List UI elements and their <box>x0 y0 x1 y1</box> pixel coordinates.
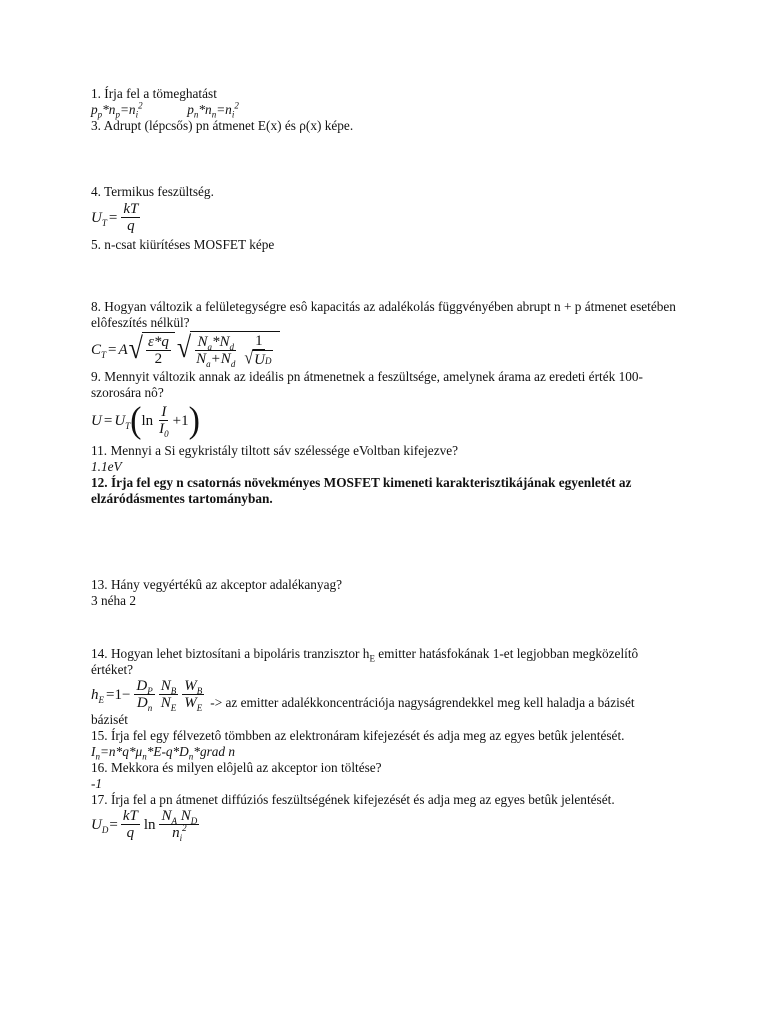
mass-action-p-side: $p_p*n_p=n_i^2$ <box>91 100 143 120</box>
emitter-efficiency-formula: $h_E$ =1− $\frac{D_P}{D_n}$ $\frac{N_B}{N_E}$ $\frac{W_B}{W_E}$ -> az emitter adalékkoncentrációja nagyságrendekkel meg kell haladja a bázisét <box>91 678 635 713</box>
question-3-title: 3. Adrupt (lépcsős) pn átmenet E(x) és ρ(x) képe. <box>91 118 354 133</box>
question-1-equations <box>91 102 691 118</box>
formula-eq: = <box>108 210 118 226</box>
formula-lhs: $C_T$ <box>91 342 107 360</box>
formula-eq: = <box>108 342 117 358</box>
question-16-title: 16. Mekkora és milyen elôjelû az akceptor ion töltése? <box>91 760 382 775</box>
mass-action-n-side: $p_n*n_n=n_i^2$ <box>187 100 239 120</box>
question-13-answer: 3 néha 2 <box>91 593 137 608</box>
fraction-denominator: q <box>127 218 135 234</box>
question-14-answer: -> az emitter adalékkoncentrációja nagyságrendekkel meg kell haladja a bázisét <box>210 695 635 710</box>
sqrt-doping-ratio: √ $\frac{N_a*N_d}{N_a+N_d}$ 1 √ U D <box>177 331 281 369</box>
question-14-title: 14. Hogyan lehet biztosítani a bipoláris tranzisztor $h_E$ emitter hatásfokának 1-et legjobban megközelítô értéket? <box>91 646 639 677</box>
question-14-answer-cont: bázisét <box>91 712 128 727</box>
thermal-voltage-formula <box>91 201 691 235</box>
question-5-title: 5. n-csat kiürítéses MOSFET képe <box>91 237 275 252</box>
document-page <box>91 86 691 842</box>
question-15-answer: $I_n=n*q*\mu_n*E-q*D_n*grad$ n <box>91 744 236 762</box>
question-8-title: 8. Hogyan változik a felületegységre esô kapacitás az adalékolás függvényében abrupt n + p átmenet esetében elôfeszítés nélkül? <box>91 299 676 330</box>
capacitance-formula <box>91 331 691 369</box>
formula-lhs: $U_T$ <box>91 210 107 228</box>
question-12-title: 12. Írja fel egy n csatornás növekményes MOSFET kimeneti karakterisztikájának egyenletét az elzáródásmentes tartományban. <box>91 475 632 506</box>
question-17-title: 17. Írja fel a pn átmenet diffúziós feszültségének kifejezését és adja meg az egyes betûk jelentését. <box>91 792 615 807</box>
question-1-title: 1. Írja fel a tömeghatást <box>91 86 217 101</box>
fraction-kt-over-q <box>121 201 140 235</box>
formula-lhs: U <box>91 413 102 429</box>
voltage-change-formula: U = $U_T$ ( ln $\frac{I}{I_0}$ +1 ) <box>91 400 200 441</box>
sqrt-eps-q: √ $\frac{\varepsilon*q}{2}$ <box>129 332 175 368</box>
question-11-answer: 1.1eV <box>91 459 122 474</box>
diffusion-voltage-formula: $U_D$ = $\frac{kT}{q}$ ln $\frac{N_A N_D}{n_i^2}$ <box>91 808 198 843</box>
question-13-title: 13. Hány vegyértékû az akceptor adalékanyag? <box>91 577 343 592</box>
question-16-answer: -1 <box>91 776 103 791</box>
question-4-title: 4. Termikus feszültség. <box>91 184 214 199</box>
fraction-numerator: kT <box>123 201 139 217</box>
question-11-title: 11. Mennyi a Si egykristály tiltott sáv szélessége eVoltban kifejezve? <box>91 443 459 458</box>
question-9-title: 9. Mennyit változik annak az ideális pn átmenetnek a feszültsége, amelynek árama az eredeti érték 100-szorosára nô? <box>91 369 643 400</box>
formula-coef: A <box>118 342 128 358</box>
question-15-title: 15. Írja fel egy félvezetô tömbben az elektronáram kifejezését és adja meg az egyes betûk jelentését. <box>91 728 625 743</box>
